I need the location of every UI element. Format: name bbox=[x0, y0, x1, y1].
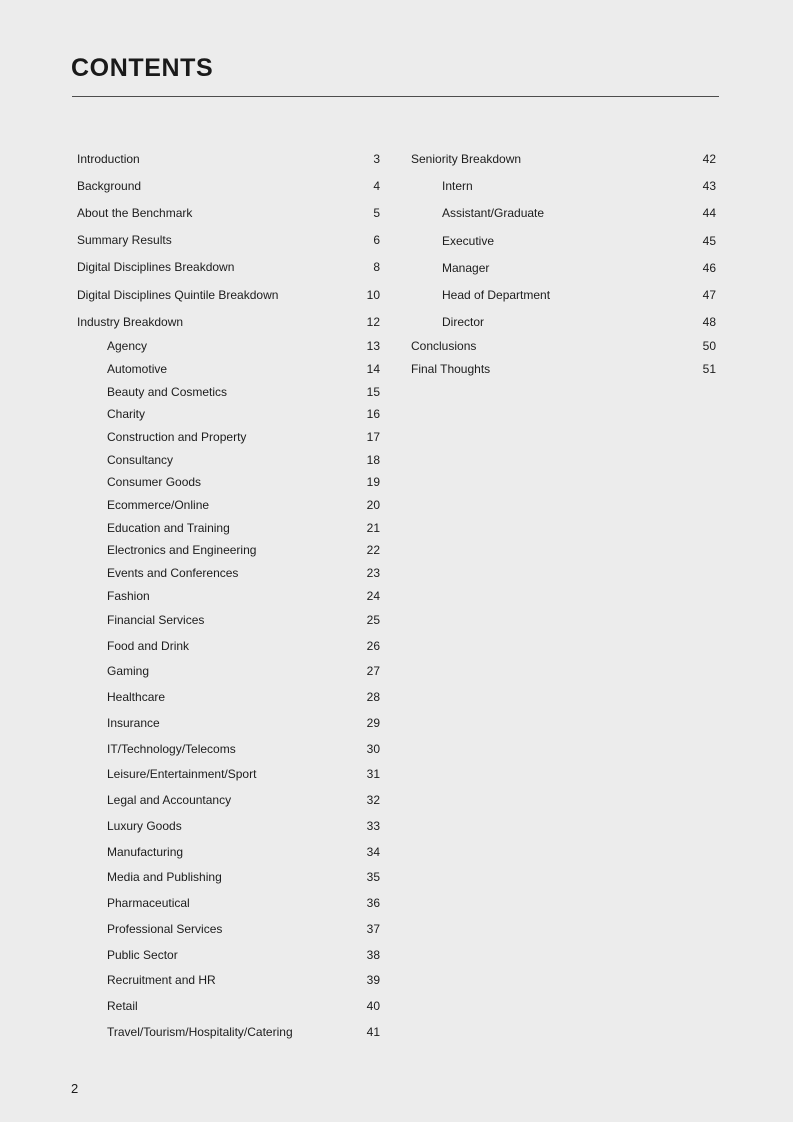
toc-subentry[interactable] bbox=[77, 921, 380, 937]
toc-entry-title: Digital Disciplines Quintile Breakdown bbox=[77, 288, 279, 302]
toc-subentry-page: 32 bbox=[366, 793, 380, 807]
toc-subentry[interactable] bbox=[77, 663, 380, 679]
toc-entry[interactable] bbox=[77, 205, 380, 221]
toc-subentry-page: 13 bbox=[366, 339, 380, 353]
toc-subentry-title: Travel/Tourism/Hospitality/Catering bbox=[107, 1025, 293, 1039]
toc-subentry-page: 33 bbox=[366, 819, 380, 833]
toc-subentry[interactable] bbox=[77, 818, 380, 834]
toc-entry[interactable] bbox=[77, 151, 380, 167]
toc-subentry[interactable] bbox=[77, 715, 380, 731]
toc-subentry-page: 38 bbox=[366, 948, 380, 962]
toc-entry-title: Background bbox=[77, 179, 142, 193]
toc-subentry-title: Construction and Property bbox=[107, 430, 247, 444]
toc-subentry-page: 48 bbox=[702, 315, 716, 329]
toc-subentry-title: IT/Technology/Telecoms bbox=[107, 742, 236, 756]
toc-entry-title: Seniority Breakdown bbox=[411, 152, 522, 166]
toc-subentry-title: Director bbox=[442, 315, 485, 329]
toc-subentry-page: 16 bbox=[366, 407, 380, 421]
toc-subentry-title: Food and Drink bbox=[107, 639, 190, 653]
toc-subentry-page: 40 bbox=[366, 999, 380, 1013]
page-title: CONTENTS bbox=[71, 54, 214, 82]
toc-subentry-title: Financial Services bbox=[107, 613, 205, 627]
toc-entry[interactable] bbox=[411, 338, 716, 354]
toc-subentry[interactable] bbox=[77, 792, 380, 808]
toc-subentry[interactable] bbox=[77, 406, 380, 422]
toc-subentry-title: Agency bbox=[107, 339, 148, 353]
toc-subentry[interactable] bbox=[77, 361, 380, 377]
toc-subentry-title: Charity bbox=[107, 407, 146, 421]
toc-subentry-title: Consumer Goods bbox=[107, 475, 202, 489]
toc-entry-title: Conclusions bbox=[411, 339, 477, 353]
toc-subentry-page: 36 bbox=[366, 896, 380, 910]
toc-entry-title: Industry Breakdown bbox=[77, 315, 184, 329]
toc-subentry[interactable] bbox=[77, 998, 380, 1014]
toc-subentry-title: Intern bbox=[442, 179, 473, 193]
toc-subentry-title: Education and Training bbox=[107, 521, 230, 535]
toc-subentry-title: Public Sector bbox=[107, 948, 178, 962]
toc-subentry[interactable] bbox=[411, 287, 716, 303]
toc-entry[interactable] bbox=[411, 151, 716, 167]
toc-subentry[interactable] bbox=[411, 260, 716, 276]
toc-entry[interactable] bbox=[77, 287, 380, 303]
toc-subentry[interactable] bbox=[77, 588, 380, 604]
toc-subentry[interactable] bbox=[77, 452, 380, 468]
toc-subentry-page: 44 bbox=[702, 206, 716, 220]
toc-subentry-page: 24 bbox=[366, 589, 380, 603]
toc-subentry[interactable] bbox=[77, 844, 380, 860]
toc-subentry[interactable] bbox=[77, 474, 380, 490]
toc-subentry-page: 14 bbox=[366, 362, 380, 376]
toc-subentry-title: Head of Department bbox=[442, 288, 551, 302]
toc-subentry[interactable] bbox=[77, 384, 380, 400]
toc-entry[interactable] bbox=[77, 232, 380, 248]
toc-subentry-title: Professional Services bbox=[107, 922, 223, 936]
toc-subentry[interactable] bbox=[77, 429, 380, 445]
toc-subentry-page: 35 bbox=[366, 870, 380, 884]
toc-subentry-title: Manager bbox=[442, 261, 490, 275]
toc-subentry[interactable] bbox=[77, 1024, 380, 1040]
page-number: 2 bbox=[71, 1081, 79, 1096]
toc-subentry-title: Events and Conferences bbox=[107, 566, 239, 580]
toc-subentry-page: 41 bbox=[366, 1025, 380, 1039]
toc-subentry-page: 22 bbox=[366, 543, 380, 557]
toc-subentry-page: 31 bbox=[366, 767, 380, 781]
toc-subentry[interactable] bbox=[411, 178, 716, 194]
toc-entry-page: 4 bbox=[373, 179, 380, 193]
toc-subentry-title: Recruitment and HR bbox=[107, 973, 216, 987]
toc-subentry-title: Beauty and Cosmetics bbox=[107, 385, 228, 399]
toc-subentry[interactable] bbox=[77, 565, 380, 581]
toc-subentry-title: Legal and Accountancy bbox=[107, 793, 232, 807]
toc-subentry-title: Fashion bbox=[107, 589, 150, 603]
toc-subentry-title: Gaming bbox=[107, 664, 150, 678]
toc-subentry-title: Pharmaceutical bbox=[107, 896, 190, 910]
toc-subentry-title: Media and Publishing bbox=[107, 870, 222, 884]
toc-subentry-title: Healthcare bbox=[107, 690, 166, 704]
toc-column-left bbox=[77, 0, 380, 1122]
toc-subentry-page: 30 bbox=[366, 742, 380, 756]
toc-subentry[interactable] bbox=[77, 741, 380, 757]
toc-subentry-page: 19 bbox=[366, 475, 380, 489]
toc-entry-page: 3 bbox=[373, 152, 380, 166]
toc-entry-title: Digital Disciplines Breakdown bbox=[77, 260, 235, 274]
toc-subentry[interactable] bbox=[77, 869, 380, 885]
toc-entry[interactable] bbox=[77, 178, 380, 194]
toc-subentry[interactable] bbox=[77, 338, 380, 354]
toc-subentry-page: 37 bbox=[366, 922, 380, 936]
toc-subentry-title: Assistant/Graduate bbox=[442, 206, 545, 220]
toc-entry-page: 8 bbox=[373, 260, 380, 274]
toc-subentry-page: 26 bbox=[366, 639, 380, 653]
toc-entry-title: Summary Results bbox=[77, 233, 172, 247]
toc-subentry-title: Automotive bbox=[107, 362, 168, 376]
toc-entry[interactable] bbox=[411, 361, 716, 377]
toc-column-right bbox=[411, 0, 716, 1122]
toc-entry[interactable] bbox=[77, 314, 380, 330]
toc-subentry-page: 20 bbox=[366, 498, 380, 512]
toc-subentry-page: 25 bbox=[366, 613, 380, 627]
toc-subentry[interactable] bbox=[411, 233, 716, 249]
toc-subentry[interactable] bbox=[77, 972, 380, 988]
toc-subentry[interactable] bbox=[77, 766, 380, 782]
toc-entry-page: 50 bbox=[702, 339, 716, 353]
toc-entry-title: Final Thoughts bbox=[411, 362, 491, 376]
toc-subentry[interactable] bbox=[77, 520, 380, 536]
toc-entry-page: 6 bbox=[373, 233, 380, 247]
toc-entry-page: 12 bbox=[366, 315, 380, 329]
toc-subentry-title: Electronics and Engineering bbox=[107, 543, 257, 557]
toc-subentry-title: Manufacturing bbox=[107, 845, 184, 859]
toc-subentry[interactable] bbox=[77, 947, 380, 963]
toc-subentry-page: 23 bbox=[366, 566, 380, 580]
toc-entry-page: 5 bbox=[373, 206, 380, 220]
toc-subentry[interactable] bbox=[77, 895, 380, 911]
toc-subentry[interactable] bbox=[77, 497, 380, 513]
toc-entry-page: 42 bbox=[702, 152, 716, 166]
toc-subentry-title: Retail bbox=[107, 999, 138, 1013]
toc-subentry-title: Ecommerce/Online bbox=[107, 498, 210, 512]
toc-subentry-page: 28 bbox=[366, 690, 380, 704]
toc-subentry-page: 15 bbox=[366, 385, 380, 399]
toc-subentry[interactable] bbox=[411, 205, 716, 221]
toc-subentry-title: Leisure/Entertainment/Sport bbox=[107, 767, 257, 781]
toc-subentry-title: Executive bbox=[442, 234, 495, 248]
toc-entry-page: 10 bbox=[366, 288, 380, 302]
toc-subentry-title: Consultancy bbox=[107, 453, 174, 467]
toc-subentry[interactable] bbox=[411, 314, 716, 330]
toc-entry[interactable] bbox=[77, 259, 380, 275]
toc-subentry-page: 34 bbox=[366, 845, 380, 859]
toc-subentry-page: 46 bbox=[702, 261, 716, 275]
toc-subentry[interactable] bbox=[77, 689, 380, 705]
toc-entry-title: About the Benchmark bbox=[77, 206, 193, 220]
toc-subentry-page: 39 bbox=[366, 973, 380, 987]
toc-subentry-title: Insurance bbox=[107, 716, 160, 730]
toc-subentry-page: 43 bbox=[702, 179, 716, 193]
toc-subentry[interactable] bbox=[77, 638, 380, 654]
toc-subentry-page: 45 bbox=[702, 234, 716, 248]
toc-subentry-page: 29 bbox=[366, 716, 380, 730]
toc-subentry-page: 27 bbox=[366, 664, 380, 678]
toc-subentry-page: 18 bbox=[366, 453, 380, 467]
toc-subentry-page: 47 bbox=[702, 288, 716, 302]
toc-subentry-page: 17 bbox=[366, 430, 380, 444]
toc-entry-page: 51 bbox=[702, 362, 716, 376]
toc-subentry-title: Luxury Goods bbox=[107, 819, 182, 833]
toc-subentry[interactable] bbox=[77, 612, 380, 628]
toc-subentry[interactable] bbox=[77, 542, 380, 558]
toc-subentry-page: 21 bbox=[366, 521, 380, 535]
toc-entry-title: Introduction bbox=[77, 152, 140, 166]
